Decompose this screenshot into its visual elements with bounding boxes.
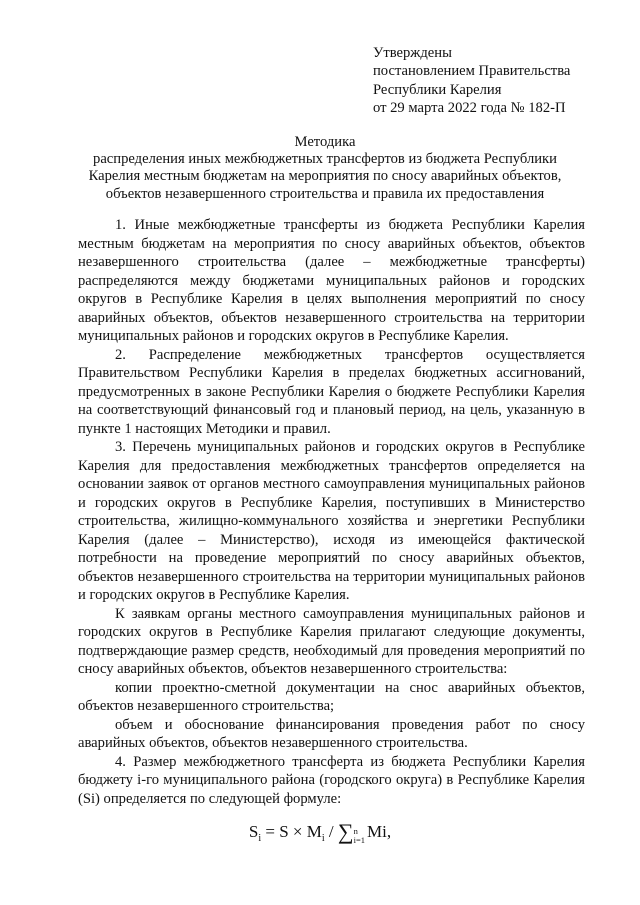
paragraph-applications: К заявкам органы местного самоуправления муниципальных районов и городских округов в Республике Карелия прилагают следующие документы, подтверждающие размер средств, необходимый для проведения мероприятий по сносу аварийных объектов, объектов незавершенного строительства: [78, 605, 585, 677]
formula-lhs-sub: i [258, 833, 262, 844]
paragraph-1: 1. Иные межбюджетные трансферты из бюджета Республики Карелия местным бюджетам на мероприятия по сносу аварийных объектов, объектов незавершенного строительства (далее – межбюджетные трансферты) распределяются между бюджетами муниципальных районов и городских округов в Республике Карелия в целях выполнения мероприятий по сносу аварийных объектов, объектов незавершенного строительства на территории муниципальных районов и городских округов в Республике Карелия. [78, 217, 585, 344]
document-title [60, 134, 590, 203]
sum-limits [354, 827, 365, 845]
approval-line: Республики Карелия [373, 81, 502, 98]
formula-m-sub: i [321, 833, 325, 844]
title-line: объектов незавершенного строительства и правила их предоставления [105, 185, 545, 202]
paragraph-4: 4. Размер межбюджетного трансферта из бюджета Республики Карелия бюджету i-го муниципального района (городского округа) в Республике Карелия (Si) определяется по следующей формуле: [78, 753, 585, 807]
title-line: распределения иных межбюджетных трансфертов из бюджета Республики [93, 151, 557, 168]
sum-upper: n [353, 826, 358, 836]
title-line: Карелия местным бюджетам на мероприятия по сносу аварийных объектов, [88, 168, 562, 185]
sum-lower: i=1 [353, 835, 365, 845]
approval-line: постановлением Правительства [373, 63, 571, 80]
approval-line: от 29 марта 2022 года № 182-П [373, 99, 566, 116]
paragraph-volume: объем и обоснование финансирования проведения работ по сносу аварийных объектов, объектов незавершенного строительства. [78, 716, 585, 751]
formula-eq: = S × M [261, 822, 322, 841]
approval-block [373, 44, 570, 117]
formula-tail: Mi, [367, 822, 392, 841]
sum-symbol: ∑ [337, 819, 354, 844]
approval-line: Утверждены [373, 45, 452, 61]
document-body [78, 216, 585, 808]
paragraph-3: 3. Перечень муниципальных районов и городских округов в Республике Карелия для предоставления межбюджетных трансфертов определяется на основании заявок от органов местного самоуправления муниципальных районов и городских округов в Республике Карелия, поступивших в Министерство строительства, жилищно-коммунального хозяйства и энергетики Республики Карелия (далее – Министерство), исходя из имеющейся фактической потребности на проведение мероприятий по сносу аварийных объектов, объектов незавершенного строительства на территории муниципальных районов и городских округов в Республике Карелия. [78, 439, 585, 603]
formula-div: / [324, 822, 338, 841]
formula [0, 819, 640, 845]
formula-lhs: S [248, 822, 259, 841]
title-line: Методика [294, 134, 356, 150]
paragraph-copies: копии проектно-сметной документации на снос аварийных объектов, объектов незавершенного строительства; [78, 679, 585, 714]
paragraph-2: 2. Распределение межбюджетных трансфертов осуществляется Правительством Республики Карелия в пределах бюджетных ассигнований, предусмотренных в законе Республики Карелия о бюджете Республики Карелия на соответствующий финансовый год и плановый период, на цель, указанную в пункте 1 настоящих Методики и правил. [78, 346, 585, 437]
